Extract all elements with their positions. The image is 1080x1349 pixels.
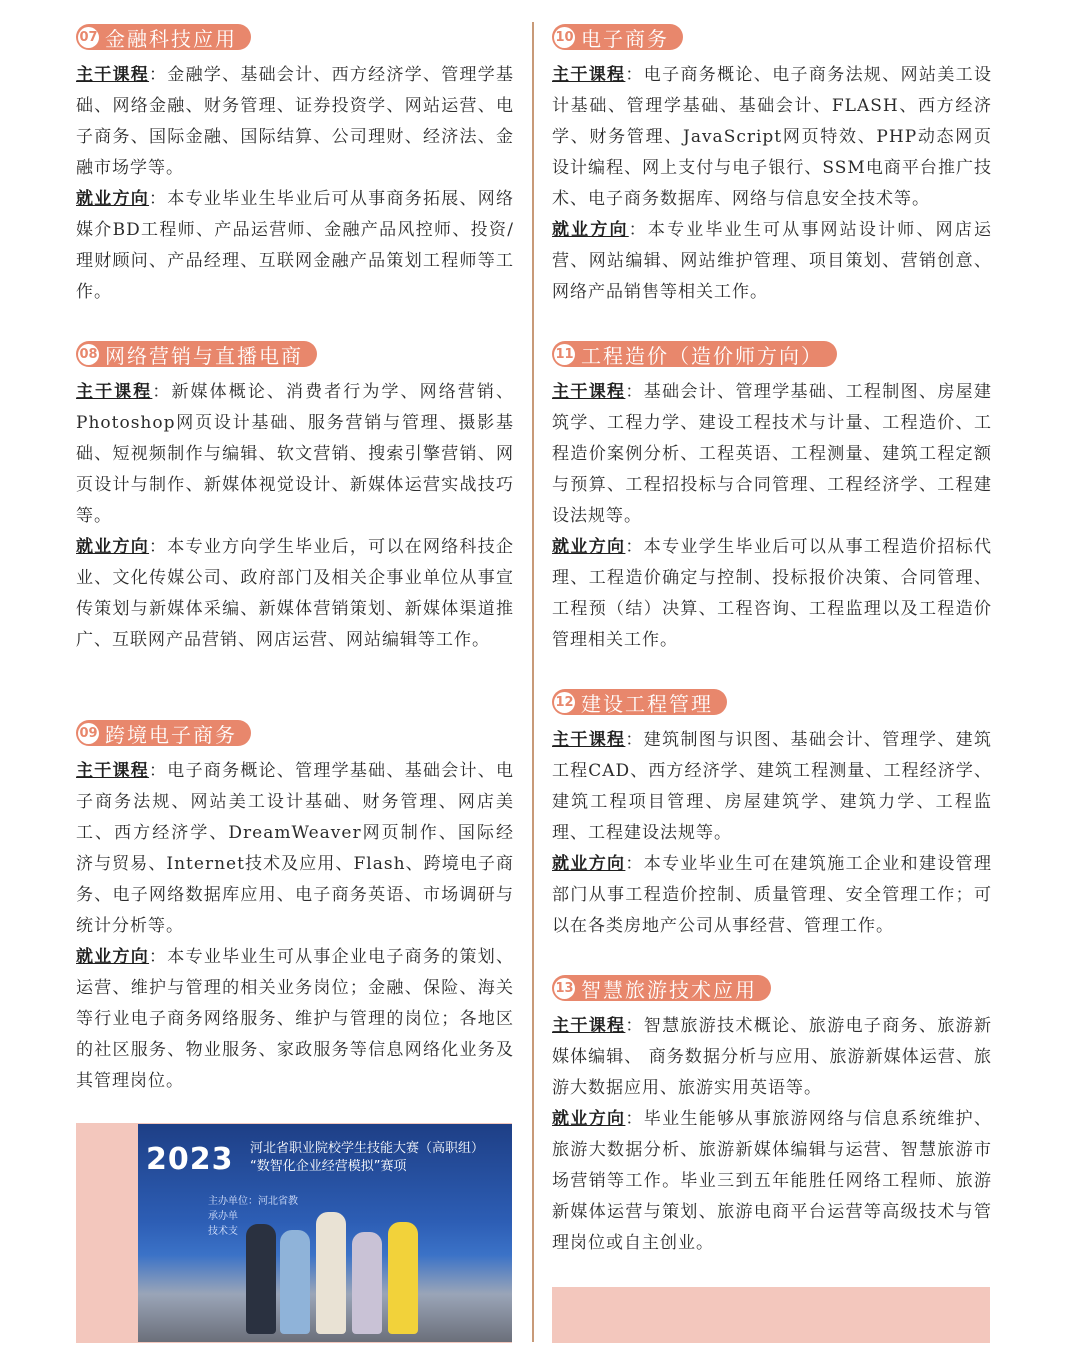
section-number: 09 [78,723,99,744]
person-figure [246,1224,276,1334]
main-courses-text: ：智慧旅游技术概论、旅游电子商务、旅游新媒体编辑、 商务数据分析与应用、旅游新媒体运营、旅游大数据应用、旅游实用英语等。 [552,1016,993,1098]
main-courses-text: ：电子商务概论、管理学基础、基础会计、电子商务法规、网站美工设计基础、财务管理、网店美工、西方经济学、DreamWeaver网页制作、国际经济与贸易、Internet技术及应用、Flash、跨境电子商务、电子网络数据库应用、电子商务英语、市场调研与统计分析等。 [76,761,515,936]
career-direction [76,942,514,1097]
career-label: 就业方向 [76,537,150,557]
section-heading [552,24,683,50]
section-title: 智慧旅游技术应用 [581,977,757,1002]
section-title: 跨境电子商务 [105,722,237,747]
section-08 [76,341,514,656]
main-courses [76,60,514,184]
main-courses-text: ：新媒体概论、消费者行为学、网络营销、Photoshop网页设计基础、服务营销与管理、摄影基础、短视频制作与编辑、软文营销、搜索引擎营销、网页设计与制作、新媒体视觉设计、新媒体运营实战技巧等。 [76,382,515,526]
main-courses-label: 主干课程 [552,65,626,85]
competition-photo [138,1124,512,1342]
main-courses-label: 主干课程 [552,730,626,750]
career-direction [76,184,514,308]
section-13 [552,975,992,1259]
section-number: 11 [554,344,575,365]
main-courses-label: 主干课程 [76,761,150,781]
main-courses-text: ：金融学、基础会计、西方经济学、管理学基础、网络金融、财务管理、证券投资学、网站运营、电子商务、国际金融、国际结算、公司理财、经济法、金融市场学等。 [76,65,515,178]
main-courses-label: 主干课程 [552,382,626,402]
main-courses [552,1011,992,1104]
photo-sub-text: 主办单位：河北省教 承办单 技术支 [208,1196,298,1237]
person-figure [388,1222,418,1334]
person-figure [316,1212,346,1334]
photo-banner-line1: 河北省职业院校学生技能大赛（高职组） [250,1141,485,1156]
section-09 [76,720,514,1097]
main-courses-label: 主干课程 [76,65,150,85]
photo-year: 2023 [146,1142,234,1177]
section-12 [552,689,992,942]
career-text: ：毕业生能够从事旅游网络与信息系统维护、旅游大数据分析、旅游新媒体编辑与运营、智慧旅游市场营销等工作。毕业三到五年能胜任网络工程师、旅游新媒体运营与策划、旅游电商平台运营等高级技术与管理岗位或自主创业。 [552,1109,993,1253]
section-title: 建设工程管理 [581,691,713,716]
section-11 [552,341,992,656]
career-direction [76,532,514,656]
section-07 [76,24,514,308]
career-label: 就业方向 [552,537,626,557]
photo-banner-line2: “数智化企业经营模拟”赛项 [250,1159,407,1174]
career-label: 就业方向 [552,1109,626,1129]
section-10 [552,24,992,308]
main-courses-text: ：电子商务概论、电子商务法规、网站美工设计基础、管理学基础、基础会计、FLASH、西方经济学、财务管理、JavaScript网页特效、PHP动态网页设计编程、网上支付与电子银行、SSM电商平台推广技术、电子商务数据库、网络与信息安全技术等。 [552,65,993,209]
career-text: ：本专业毕业生可从事企业电子商务的策划、运营、维护与管理的相关业务岗位；金融、保险、海关等行业电子商务网络服务、维护与管理的岗位；各地区的社区服务、物业服务、家政服务等信息网络化业务及其管理岗位。 [76,947,515,1091]
section-title: 金融科技应用 [105,26,237,51]
main-courses [552,377,992,532]
section-number: 08 [78,344,99,365]
section-number: 13 [554,978,575,999]
career-direction [552,532,992,656]
person-figure [280,1230,310,1334]
main-courses-text: ：建筑制图与识图、基础会计、管理学、建筑工程CAD、西方经济学、建筑工程测量、工程经济学、建筑工程项目管理、房屋建筑学、建筑力学、工程监理、工程建设法规等。 [552,730,993,843]
main-courses-label: 主干课程 [76,382,153,402]
main-courses [552,725,992,849]
section-title: 电子商务 [581,26,669,51]
career-label: 就业方向 [76,189,150,209]
career-text: ：本专业学生毕业后可以从事工程造价招标代理、工程造价确定与控制、投标报价决策、合同管理、工程预（结）决算、工程咨询、工程监理以及工程造价管理相关工作。 [552,537,993,650]
career-direction [552,849,992,942]
decorative-pink-bar [552,1287,990,1343]
career-text: ：本专业方向学生毕业后，可以在网络科技企业、文化传媒公司、政府部门及相关企事业单位从事宣传策划与新媒体采编、新媒体营销策划、新媒体渠道推广、互联网产品营销、网店运营、网站编辑等工作。 [76,537,515,650]
column-divider [532,22,534,1342]
section-heading [76,24,251,50]
section-number: 07 [78,27,99,48]
person-figure [352,1232,382,1334]
section-heading [552,341,837,367]
main-courses-text: ：基础会计、管理学基础、工程制图、房屋建筑学、工程力学、建设工程技术与计量、工程造价、工程造价案例分析、工程英语、工程测量、建筑工程定额与预算、工程招投标与合同管理、工程经济学、工程建设法规等。 [552,382,993,526]
section-heading [76,341,317,367]
photo-frame [76,1123,512,1343]
career-direction [552,215,992,308]
section-heading [76,720,251,746]
section-number: 10 [554,27,575,48]
main-courses [552,60,992,215]
section-title: 工程造价（造价师方向） [581,343,823,368]
main-courses [76,756,514,942]
section-number: 12 [554,692,575,713]
career-text: ：本专业毕业生可从事网站设计师、网店运营、网站编辑、网站维护管理、项目策划、营销创意、网络产品销售等相关工作。 [552,220,993,302]
section-title: 网络营销与直播电商 [105,343,303,368]
career-label: 就业方向 [552,220,629,240]
section-heading [552,975,771,1001]
career-label: 就业方向 [552,854,626,874]
career-direction [552,1104,992,1259]
career-text: ：本专业毕业生毕业后可从事商务拓展、网络媒介BD工程师、产品运营师、金融产品风控师、投资/理财顾问、产品经理、互联网金融产品策划工程师等工作。 [76,189,515,302]
career-text: ：本专业毕业生可在建筑施工企业和建设管理部门从事工程造价控制、质量管理、安全管理工作；可以在各类房地产公司从事经营、管理工作。 [552,854,993,936]
photo-banner-text [250,1140,484,1176]
main-courses [76,377,514,532]
section-heading [552,689,727,715]
main-courses-label: 主干课程 [552,1016,626,1036]
career-label: 就业方向 [76,947,150,967]
